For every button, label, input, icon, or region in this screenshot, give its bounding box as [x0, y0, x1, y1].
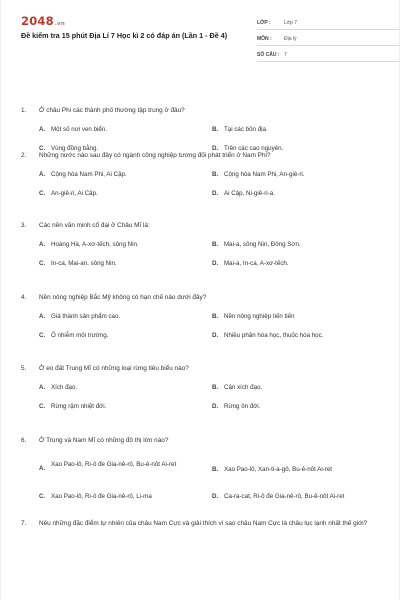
option-a[interactable]	[39, 312, 206, 322]
option-letter: A.	[39, 312, 46, 320]
meta-value: 7	[284, 51, 287, 58]
question-3	[21, 221, 383, 267]
option-c[interactable]	[39, 492, 206, 502]
option-letter: A.	[39, 170, 46, 178]
question-body: Những nước nào sau đây có ngành công nghiệp tương đối phát triển ở Nam Phi?	[39, 152, 271, 159]
option-text: Rừng ôn đới.	[224, 402, 261, 410]
question-text	[21, 221, 383, 232]
option-letter: B.	[212, 383, 219, 391]
option-b[interactable]	[212, 170, 389, 180]
option-c[interactable]	[39, 189, 206, 199]
option-text: Vùng đồng bằng.	[51, 144, 99, 152]
option-letter: A.	[39, 125, 46, 133]
option-d[interactable]	[212, 402, 389, 412]
option-text: Ai Cập, Ni-giê-ri-a.	[224, 189, 275, 197]
meta-label: LỚP :	[257, 19, 271, 26]
option-letter: C.	[39, 144, 46, 152]
question-text	[21, 519, 383, 530]
question-7	[21, 519, 383, 530]
question-text	[21, 364, 383, 375]
option-letter: C.	[39, 259, 46, 267]
option-letter: D.	[212, 331, 219, 339]
option-text: Ca-ra-cat, Ri-ô đe Gia-nê-rô, Bu-ê-nôt Ai-ret	[224, 492, 345, 500]
option-a[interactable]	[39, 125, 206, 135]
site-logo[interactable]	[21, 14, 65, 28]
option-text: Xao Pao-lô, Ri-ô đe Gia-nê-rô, Bu-ê-nôt Ai-ret	[51, 460, 177, 468]
option-text: Mai-a, In-ca, A-xơ-tếch.	[224, 259, 289, 267]
option-text: Một số nơi ven biển.	[51, 125, 107, 133]
option-letter: C.	[39, 492, 46, 500]
option-letter: B.	[212, 312, 219, 320]
option-letter: C.	[39, 331, 46, 339]
question-number: 2.	[21, 152, 27, 159]
option-c[interactable]	[39, 331, 206, 341]
option-a[interactable]	[39, 383, 206, 393]
question-body: Các nền văn minh cổ đại ở Châu Mĩ là:	[39, 222, 150, 229]
option-text: Cộng hòa Nam Phi, Ai Cập.	[51, 170, 127, 178]
question-body: Nền nông nghiệp Bắc Mỹ không có hạn chế nào dưới đây?	[39, 294, 207, 301]
meta-value: Lớp 7	[284, 19, 298, 26]
option-text: Ô nhiễm môi trường.	[51, 331, 109, 339]
option-letter: B.	[212, 125, 219, 133]
question-text	[21, 151, 383, 162]
exam-title: Đề kiểm tra 15 phút Địa Lí 7 Học kì 2 có đáp án (Lần 1 - Đề 4)	[21, 31, 228, 40]
question-number: 6.	[21, 437, 27, 444]
question-5	[21, 364, 383, 410]
question-4	[21, 293, 383, 339]
logo-text: 2048	[21, 14, 54, 28]
option-text: Nhiều phân hóa học, thuốc hóa học.	[224, 331, 324, 339]
option-a[interactable]	[39, 170, 206, 180]
option-letter: D.	[212, 402, 219, 410]
option-text: In-ca, Mai-an, sông Nin.	[51, 259, 117, 267]
option-b[interactable]	[212, 125, 389, 135]
meta-label: MÔN :	[257, 35, 272, 42]
option-letter: B.	[212, 170, 219, 178]
option-letter: D.	[212, 144, 219, 152]
question-number: 3.	[21, 222, 27, 229]
option-text: Xích đạo.	[51, 383, 78, 391]
question-body: Nêu những đặc điểm tự nhiên của châu Nam Cực và giải thích vì sao châu Nam Cực là châu lục lạnh nhất thế giới?	[39, 520, 368, 527]
option-text: Giá thành sản phẩm cao.	[51, 312, 121, 320]
option-letter: A.	[39, 464, 46, 472]
question-2	[21, 151, 383, 197]
option-text: Cộng hòa Nam Phi, An-giê-ri.	[224, 170, 305, 178]
option-d[interactable]	[212, 189, 389, 199]
option-b[interactable]	[212, 240, 389, 250]
option-text: Tại các bồn địa.	[224, 125, 268, 133]
meta-value: Địa lý	[284, 35, 297, 42]
option-b[interactable]	[212, 465, 389, 475]
option-letter: D.	[212, 492, 219, 500]
option-letter: D.	[212, 259, 219, 267]
option-letter: C.	[39, 402, 46, 410]
option-letter: A.	[39, 383, 46, 391]
logo-domain: .vn	[54, 21, 66, 27]
option-letter: C.	[39, 189, 46, 197]
option-c[interactable]	[39, 402, 206, 412]
question-number: 5.	[21, 365, 27, 372]
question-body: Ở Trung và Nam Mĩ có những đô thị lớn nào?	[39, 437, 169, 444]
question-text	[21, 436, 383, 447]
page-header	[21, 14, 383, 74]
option-text: Trên các cao nguyên.	[224, 144, 284, 152]
exam-meta	[257, 16, 399, 64]
meta-label: SỐ CÂU :	[257, 51, 280, 58]
meta-row-subject	[257, 32, 399, 46]
question-body: Ở eo đất Trung Mĩ có những loại rừng tiêu biểu nào?	[39, 365, 189, 372]
question-number: 4.	[21, 294, 27, 301]
meta-row-count	[257, 48, 399, 62]
question-text	[21, 293, 383, 304]
option-text: An-giê-ri, Ai Cập.	[51, 189, 98, 197]
option-letter: A.	[39, 240, 46, 248]
option-text: Nền nông nghiệp tiến tiến	[224, 312, 295, 320]
option-c[interactable]	[39, 259, 206, 269]
option-text: Mai-a, sông Nin, Đông Sơn.	[224, 240, 301, 248]
option-letter: B.	[212, 465, 219, 473]
option-text: Hoàng Hà, A-xơ-tếch, sông Nin.	[51, 240, 139, 248]
meta-row-class	[257, 16, 399, 30]
question-6	[21, 436, 383, 500]
option-letter: B.	[212, 240, 219, 248]
question-number: 1.	[21, 107, 27, 114]
option-text: Rừng rậm nhiệt đới.	[51, 402, 107, 410]
question-text	[21, 106, 383, 117]
option-letter: D.	[212, 189, 219, 197]
option-text: Cận xích đạo.	[224, 383, 263, 391]
question-1	[21, 106, 383, 152]
option-d[interactable]	[212, 259, 389, 269]
question-body: Ở châu Phi các thành phố thường tập trung ở đâu?	[39, 107, 185, 114]
option-text: Xao Pao-lô, Xan-ti-a-gô, Bu-ê-nôt Ai-ret	[224, 465, 332, 473]
question-number: 7.	[21, 520, 27, 527]
option-d[interactable]	[212, 492, 389, 502]
option-b[interactable]	[212, 312, 389, 322]
option-b[interactable]	[212, 383, 389, 393]
option-a[interactable]	[39, 240, 206, 250]
option-text: Xao Pao-lô, Ri-ô đe Gia-nê-rô, Li-ma	[51, 492, 152, 500]
option-a[interactable]	[39, 460, 191, 474]
option-d[interactable]	[212, 331, 389, 341]
